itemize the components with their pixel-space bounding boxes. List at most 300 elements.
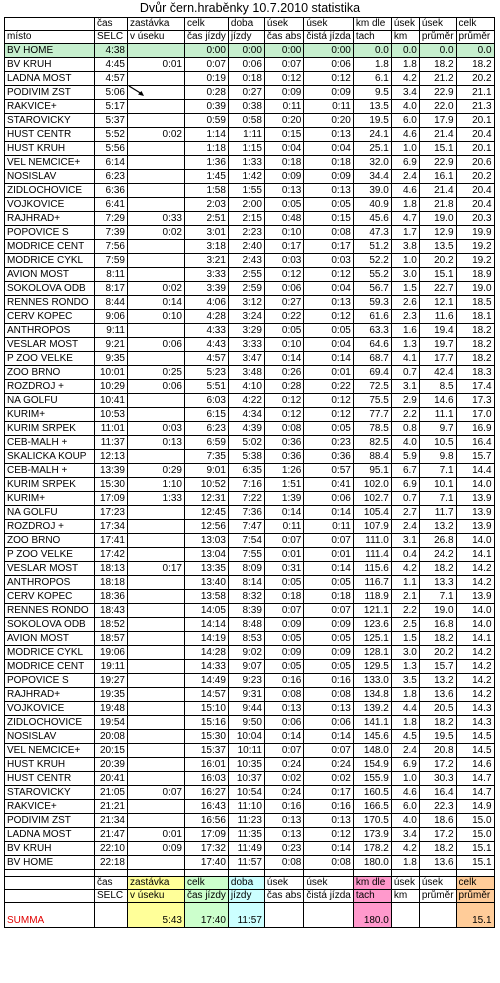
cell-km-tach: 78.5 <box>353 422 391 436</box>
footer-celk-cas-jizdy: čas jízdy <box>185 890 229 903</box>
cell-usek-prumer: 42.4 <box>419 366 456 380</box>
cell-usek-cas-abs: 0:36 <box>264 436 303 450</box>
cell-usek-km: 1.1 <box>391 576 419 590</box>
cell-misto: VEL NEMCICE+ <box>5 156 95 170</box>
cell-km-tach: 125.1 <box>353 632 391 646</box>
footer-row2 <box>5 890 495 903</box>
cell-usek-prumer: 22.9 <box>419 156 456 170</box>
cell-misto: CERV KOPEC <box>5 590 95 604</box>
cell-celk-cas-jizdy: 6:59 <box>185 436 229 450</box>
table-row <box>5 492 495 506</box>
summa-usek-cista <box>304 903 353 928</box>
header-doba-jizdy: doba <box>228 18 264 31</box>
cell-usek-km: 1.8 <box>391 198 419 212</box>
summa-usek-cas-abs <box>264 903 303 928</box>
header-celk-prumer: průměr <box>456 31 494 44</box>
cell-usek-km: 1.6 <box>391 324 419 338</box>
cell-km-tach: 155.9 <box>353 772 391 786</box>
footer-cas-selc: čas <box>95 877 128 890</box>
cell-celk-prumer: 18.1 <box>456 310 494 324</box>
cell-celk-prumer: 18.9 <box>456 268 494 282</box>
cell-usek-cista-jizda: 0:14 <box>304 730 353 744</box>
table-row <box>5 688 495 702</box>
cell-celk-cas-jizdy: 1:18 <box>185 142 229 156</box>
cell-misto: MODRICE CYKL <box>5 646 95 660</box>
cell-celk-prumer: 19.0 <box>456 282 494 296</box>
cell-misto: ROZDROJ + <box>5 520 95 534</box>
cell-usek-cista-jizda: 0:08 <box>304 856 353 870</box>
cell-usek-cista-jizda: 0:41 <box>304 478 353 492</box>
cell-zastavka <box>128 814 185 828</box>
cell-usek-prumer: 10.1 <box>419 478 456 492</box>
cell-doba-jizdy: 6:35 <box>228 464 264 478</box>
cell-usek-prumer: 11.1 <box>419 408 456 422</box>
cell-usek-km: 4.6 <box>391 128 419 142</box>
cell-celk-prumer: 20.4 <box>456 184 494 198</box>
cell-usek-cista-jizda: 0:06 <box>304 492 353 506</box>
summa-doba: 11:57 <box>228 903 264 928</box>
cell-usek-prumer: 15.7 <box>419 660 456 674</box>
cell-celk-cas-jizdy: 13:40 <box>185 576 229 590</box>
cell-cas-selc: 10:41 <box>95 394 128 408</box>
table-row <box>5 730 495 744</box>
cell-usek-prumer: 13.5 <box>419 240 456 254</box>
cell-misto: MODRICE CYKL <box>5 254 95 268</box>
cell-misto: SKALICKA KOUP <box>5 450 95 464</box>
cell-usek-cista-jizda: 0:11 <box>304 520 353 534</box>
cell-usek-cas-abs: 0:07 <box>264 744 303 758</box>
header-usek-cista-jizda: čistá jízda <box>304 31 353 44</box>
cell-usek-cas-abs: 0:00 <box>264 44 303 58</box>
table-row <box>5 366 495 380</box>
cell-km-tach: 59.3 <box>353 296 391 310</box>
cell-cas-selc: 4:45 <box>95 58 128 72</box>
cell-doba-jizdy: 8:14 <box>228 576 264 590</box>
cell-doba-jizdy: 8:39 <box>228 604 264 618</box>
cell-misto: MODRICE CENT <box>5 240 95 254</box>
cell-doba-jizdy: 2:15 <box>228 212 264 226</box>
cell-usek-prumer: 18.2 <box>419 632 456 646</box>
cell-misto: NOSISLAV <box>5 730 95 744</box>
cell-doba-jizdy: 7:36 <box>228 506 264 520</box>
cell-celk-cas-jizdy: 7:35 <box>185 450 229 464</box>
cell-zastavka <box>128 688 185 702</box>
spacer-cell <box>353 870 391 877</box>
summa-row <box>5 903 495 928</box>
cell-km-tach: 111.0 <box>353 534 391 548</box>
spacer-cell <box>304 870 353 877</box>
cell-usek-cista-jizda: 0:24 <box>304 758 353 772</box>
cell-doba-jizdy: 0:06 <box>228 58 264 72</box>
cell-celk-cas-jizdy: 5:51 <box>185 380 229 394</box>
cell-usek-cista-jizda: 0:13 <box>304 702 353 716</box>
cell-cas-selc: 17:41 <box>95 534 128 548</box>
cell-doba-jizdy: 8:53 <box>228 632 264 646</box>
cell-usek-cas-abs: 0:12 <box>264 394 303 408</box>
cell-zastavka <box>128 674 185 688</box>
cell-misto: BV KRUH <box>5 58 95 72</box>
cell-usek-cista-jizda: 0:17 <box>304 786 353 800</box>
cell-celk-prumer: 15.7 <box>456 450 494 464</box>
cell-celk-cas-jizdy: 1:58 <box>185 184 229 198</box>
cell-km-tach: 68.7 <box>353 352 391 366</box>
cell-usek-km: 4.5 <box>391 730 419 744</box>
cell-doba-jizdy: 11:23 <box>228 814 264 828</box>
arrow-icon <box>128 85 146 97</box>
table-row <box>5 380 495 394</box>
cell-km-tach: 145.6 <box>353 730 391 744</box>
footer-doba-jizdy: doba <box>228 877 264 890</box>
cell-doba-jizdy: 2:23 <box>228 226 264 240</box>
cell-zastavka: 0:02 <box>128 282 185 296</box>
spacer-cell <box>419 870 456 877</box>
cell-km-tach: 56.7 <box>353 282 391 296</box>
cell-cas-selc: 17:42 <box>95 548 128 562</box>
cell-usek-km: 4.0 <box>391 814 419 828</box>
cell-usek-prumer: 9.8 <box>419 450 456 464</box>
cell-cas-selc: 18:43 <box>95 604 128 618</box>
cell-celk-prumer: 14.0 <box>456 604 494 618</box>
cell-usek-prumer: 21.4 <box>419 184 456 198</box>
cell-usek-prumer: 16.4 <box>419 786 456 800</box>
cell-zastavka <box>128 142 185 156</box>
cell-doba-jizdy: 0:27 <box>228 86 264 100</box>
cell-usek-prumer: 17.2 <box>419 828 456 842</box>
cell-cas-selc: 6:41 <box>95 198 128 212</box>
header-usek-cas-abs: čas abs <box>264 31 303 44</box>
cell-doba-jizdy: 0:00 <box>228 44 264 58</box>
cell-usek-prumer: 20.2 <box>419 254 456 268</box>
cell-cas-selc: 10:01 <box>95 366 128 380</box>
cell-usek-km: 4.6 <box>391 786 419 800</box>
cell-doba-jizdy: 9:02 <box>228 646 264 660</box>
summa-usek-km <box>391 903 419 928</box>
cell-celk-prumer: 14.5 <box>456 730 494 744</box>
header-doba-jizdy: jízdy <box>228 31 264 44</box>
table-row <box>5 548 495 562</box>
cell-km-tach: 178.2 <box>353 842 391 856</box>
cell-doba-jizdy: 9:50 <box>228 716 264 730</box>
cell-usek-cas-abs: 0:07 <box>264 58 303 72</box>
cell-celk-cas-jizdy: 2:03 <box>185 198 229 212</box>
cell-misto: ZIDLOCHOVICE <box>5 184 95 198</box>
cell-usek-cas-abs: 0:15 <box>264 128 303 142</box>
cell-doba-jizdy: 1:11 <box>228 128 264 142</box>
table-row <box>5 576 495 590</box>
cell-cas-selc: 22:18 <box>95 856 128 870</box>
table-row <box>5 184 495 198</box>
cell-usek-cista-jizda: 0:16 <box>304 674 353 688</box>
cell-celk-cas-jizdy: 13:58 <box>185 590 229 604</box>
header-celk-prumer: celk <box>456 18 494 31</box>
cell-km-tach: 75.5 <box>353 394 391 408</box>
table-row <box>5 716 495 730</box>
cell-zastavka <box>128 548 185 562</box>
cell-km-tach: 82.5 <box>353 436 391 450</box>
cell-doba-jizdy: 0:18 <box>228 72 264 86</box>
cell-celk-prumer: 0.0 <box>456 44 494 58</box>
cell-usek-cista-jizda: 0:01 <box>304 366 353 380</box>
cell-usek-km: 1.5 <box>391 282 419 296</box>
cell-misto: KURIM SRPEK <box>5 422 95 436</box>
cell-celk-prumer: 13.9 <box>456 590 494 604</box>
cell-cas-selc: 19:48 <box>95 702 128 716</box>
cell-usek-cista-jizda: 0:12 <box>304 268 353 282</box>
header-usek-km: km <box>391 31 419 44</box>
cell-doba-jizdy: 1:33 <box>228 156 264 170</box>
cell-usek-cas-abs: 0:14 <box>264 352 303 366</box>
footer-celk-prumer: celk <box>456 877 494 890</box>
table-row <box>5 156 495 170</box>
header-zastavka: v úseku <box>128 31 185 44</box>
cell-usek-cista-jizda: 0:04 <box>304 282 353 296</box>
footer-usek-km: km <box>391 890 419 903</box>
summa-km: 180.0 <box>353 903 391 928</box>
cell-cas-selc: 15:30 <box>95 478 128 492</box>
cell-cas-selc: 9:35 <box>95 352 128 366</box>
cell-celk-prumer: 13.9 <box>456 520 494 534</box>
cell-celk-cas-jizdy: 3:39 <box>185 282 229 296</box>
cell-usek-km: 3.8 <box>391 240 419 254</box>
cell-usek-prumer: 18.2 <box>419 58 456 72</box>
cell-km-tach: 69.4 <box>353 366 391 380</box>
cell-zastavka: 0:07 <box>128 786 185 800</box>
cell-zastavka <box>128 632 185 646</box>
cell-usek-prumer: 8.5 <box>419 380 456 394</box>
cell-usek-cas-abs: 0:04 <box>264 142 303 156</box>
cell-usek-km: 4.2 <box>391 842 419 856</box>
header-km-tach: km dle <box>353 18 391 31</box>
header-km-tach: tach <box>353 31 391 44</box>
table-row <box>5 226 495 240</box>
cell-usek-prumer: 22.0 <box>419 100 456 114</box>
cell-usek-cista-jizda: 0:04 <box>304 142 353 156</box>
cell-misto: AVION MOST <box>5 632 95 646</box>
cell-misto: KURIM+ <box>5 492 95 506</box>
cell-cas-selc: 11:37 <box>95 436 128 450</box>
footer-usek-cista-jizda: úsek <box>304 877 353 890</box>
cell-usek-km: 2.7 <box>391 506 419 520</box>
cell-cas-selc: 18:18 <box>95 576 128 590</box>
spacer-cell <box>391 870 419 877</box>
spacer-row <box>5 870 495 877</box>
cell-usek-cas-abs: 0:05 <box>264 632 303 646</box>
table-row <box>5 310 495 324</box>
cell-usek-cas-abs: 0:02 <box>264 772 303 786</box>
cell-usek-cas-abs: 1:26 <box>264 464 303 478</box>
cell-usek-cas-abs: 0:11 <box>264 100 303 114</box>
cell-usek-km: 1.8 <box>391 856 419 870</box>
cell-celk-prumer: 18.2 <box>456 58 494 72</box>
cell-usek-prumer: 9.7 <box>419 422 456 436</box>
cell-cas-selc: 18:36 <box>95 590 128 604</box>
cell-usek-km: 4.1 <box>391 352 419 366</box>
cell-usek-cas-abs: 0:26 <box>264 366 303 380</box>
cell-cas-selc: 21:05 <box>95 786 128 800</box>
cell-usek-cas-abs: 0:17 <box>264 240 303 254</box>
cell-usek-prumer: 22.9 <box>419 86 456 100</box>
cell-doba-jizdy: 3:47 <box>228 352 264 366</box>
cell-misto: ROZDROJ + <box>5 380 95 394</box>
cell-celk-prumer: 14.4 <box>456 464 494 478</box>
cell-zastavka <box>128 44 185 58</box>
cell-usek-km: 3.1 <box>391 534 419 548</box>
cell-celk-cas-jizdy: 6:03 <box>185 394 229 408</box>
cell-usek-cas-abs: 0:06 <box>264 282 303 296</box>
cell-celk-cas-jizdy: 14:57 <box>185 688 229 702</box>
table-row <box>5 394 495 408</box>
cell-usek-cista-jizda: 0:06 <box>304 716 353 730</box>
cell-misto: PODIVIM ZST <box>5 86 95 100</box>
cell-misto: ZIDLOCHOVICE <box>5 716 95 730</box>
cell-usek-cista-jizda: 0:07 <box>304 534 353 548</box>
cell-cas-selc: 21:47 <box>95 828 128 842</box>
table-row <box>5 408 495 422</box>
cell-usek-cas-abs: 0:14 <box>264 506 303 520</box>
table-row <box>5 786 495 800</box>
cell-cas-selc: 9:21 <box>95 338 128 352</box>
table-row <box>5 464 495 478</box>
cell-km-tach: 107.9 <box>353 520 391 534</box>
cell-celk-cas-jizdy: 14:49 <box>185 674 229 688</box>
cell-doba-jizdy: 11:49 <box>228 842 264 856</box>
header-row1 <box>5 18 495 31</box>
cell-doba-jizdy: 10:54 <box>228 786 264 800</box>
cell-zastavka <box>128 506 185 520</box>
cell-usek-cista-jizda: 0:02 <box>304 772 353 786</box>
cell-cas-selc: 6:14 <box>95 156 128 170</box>
cell-doba-jizdy: 1:15 <box>228 142 264 156</box>
cell-usek-cista-jizda: 0:17 <box>304 240 353 254</box>
cell-usek-km: 2.3 <box>391 310 419 324</box>
cell-celk-cas-jizdy: 1:14 <box>185 128 229 142</box>
cell-usek-cista-jizda: 0:09 <box>304 170 353 184</box>
cell-usek-km: 3.0 <box>391 268 419 282</box>
cell-doba-jizdy: 8:32 <box>228 590 264 604</box>
table-row <box>5 114 495 128</box>
cell-km-tach: 19.5 <box>353 114 391 128</box>
cell-celk-cas-jizdy: 4:43 <box>185 338 229 352</box>
cell-usek-cas-abs: 0:13 <box>264 702 303 716</box>
cell-usek-km: 1.7 <box>391 226 419 240</box>
cell-misto: LADNA MOST <box>5 72 95 86</box>
cell-zastavka <box>128 394 185 408</box>
cell-doba-jizdy: 7:22 <box>228 492 264 506</box>
cell-usek-km: 2.9 <box>391 394 419 408</box>
cell-celk-cas-jizdy: 3:33 <box>185 268 229 282</box>
cell-celk-cas-jizdy: 0:19 <box>185 72 229 86</box>
cell-usek-cista-jizda: 0:09 <box>304 86 353 100</box>
cell-usek-cista-jizda: 0:57 <box>304 464 353 478</box>
cell-km-tach: 40.9 <box>353 198 391 212</box>
cell-zastavka <box>128 520 185 534</box>
cell-usek-cas-abs: 0:07 <box>264 604 303 618</box>
cell-cas-selc: 7:29 <box>95 212 128 226</box>
cell-usek-cas-abs: 0:09 <box>264 86 303 100</box>
cell-usek-cas-abs: 0:06 <box>264 716 303 730</box>
cell-usek-cista-jizda: 0:12 <box>304 408 353 422</box>
cell-usek-prumer: 24.2 <box>419 548 456 562</box>
cell-celk-cas-jizdy: 3:18 <box>185 240 229 254</box>
cell-misto: NA GOLFU <box>5 394 95 408</box>
cell-celk-prumer: 18.2 <box>456 338 494 352</box>
cell-km-tach: 148.0 <box>353 744 391 758</box>
cell-celk-cas-jizdy: 6:23 <box>185 422 229 436</box>
cell-usek-prumer: 12.9 <box>419 226 456 240</box>
footer-row1 <box>5 877 495 890</box>
footer-zastavka: zastávka <box>128 877 185 890</box>
cell-usek-km: 2.1 <box>391 590 419 604</box>
cell-usek-km: 2.4 <box>391 520 419 534</box>
cell-misto: CEB-MALH + <box>5 464 95 478</box>
cell-usek-cas-abs: 0:14 <box>264 730 303 744</box>
cell-usek-prumer: 20.8 <box>419 744 456 758</box>
cell-cas-selc: 5:17 <box>95 100 128 114</box>
cell-zastavka: 0:06 <box>128 338 185 352</box>
cell-celk-prumer: 17.3 <box>456 394 494 408</box>
cell-km-tach: 115.6 <box>353 562 391 576</box>
cell-usek-cista-jizda: 0:14 <box>304 506 353 520</box>
cell-celk-cas-jizdy: 12:56 <box>185 520 229 534</box>
cell-doba-jizdy: 1:55 <box>228 184 264 198</box>
cell-misto: NOSISLAV <box>5 170 95 184</box>
cell-zastavka <box>128 254 185 268</box>
cell-celk-prumer: 13.9 <box>456 506 494 520</box>
cell-usek-km: 3.4 <box>391 86 419 100</box>
cell-km-tach: 129.5 <box>353 660 391 674</box>
cell-celk-prumer: 18.5 <box>456 296 494 310</box>
cell-misto: STAROVICKY <box>5 786 95 800</box>
cell-usek-prumer: 20.2 <box>419 646 456 660</box>
cell-zastavka <box>128 758 185 772</box>
summa-celk-cas: 17:40 <box>185 903 229 928</box>
cell-usek-cas-abs: 0:12 <box>264 268 303 282</box>
cell-zastavka <box>128 156 185 170</box>
header-cas-selc: SELC <box>95 31 128 44</box>
cell-usek-prumer: 19.0 <box>419 212 456 226</box>
cell-usek-cista-jizda: 0:05 <box>304 324 353 338</box>
footer-cas-selc: SELC <box>95 890 128 903</box>
cell-km-tach: 134.8 <box>353 688 391 702</box>
footer-celk-prumer: průměr <box>456 890 494 903</box>
cell-km-tach: 72.5 <box>353 380 391 394</box>
cell-doba-jizdy: 7:54 <box>228 534 264 548</box>
cell-usek-cas-abs: 0:01 <box>264 548 303 562</box>
cell-usek-prumer: 12.1 <box>419 296 456 310</box>
cell-celk-prumer: 13.9 <box>456 492 494 506</box>
cell-usek-km: 4.6 <box>391 184 419 198</box>
cell-usek-cas-abs: 1:51 <box>264 478 303 492</box>
cell-celk-prumer: 17.4 <box>456 380 494 394</box>
cell-doba-jizdy: 4:22 <box>228 394 264 408</box>
cell-zastavka <box>128 646 185 660</box>
cell-usek-km: 1.3 <box>391 338 419 352</box>
cell-usek-cas-abs: 0:08 <box>264 856 303 870</box>
cell-doba-jizdy: 9:07 <box>228 660 264 674</box>
cell-cas-selc: 7:59 <box>95 254 128 268</box>
cell-zastavka <box>128 352 185 366</box>
cell-usek-prumer: 13.6 <box>419 688 456 702</box>
cell-celk-cas-jizdy: 13:35 <box>185 562 229 576</box>
table-row <box>5 646 495 660</box>
cell-usek-cista-jizda: 0:20 <box>304 114 353 128</box>
cell-cas-selc: 19:35 <box>95 688 128 702</box>
cell-misto: VESLAR MOST <box>5 338 95 352</box>
cell-km-tach: 121.1 <box>353 604 391 618</box>
cell-celk-prumer: 14.0 <box>456 478 494 492</box>
cell-misto: BV HOME <box>5 44 95 58</box>
cell-celk-cas-jizdy: 0:39 <box>185 100 229 114</box>
